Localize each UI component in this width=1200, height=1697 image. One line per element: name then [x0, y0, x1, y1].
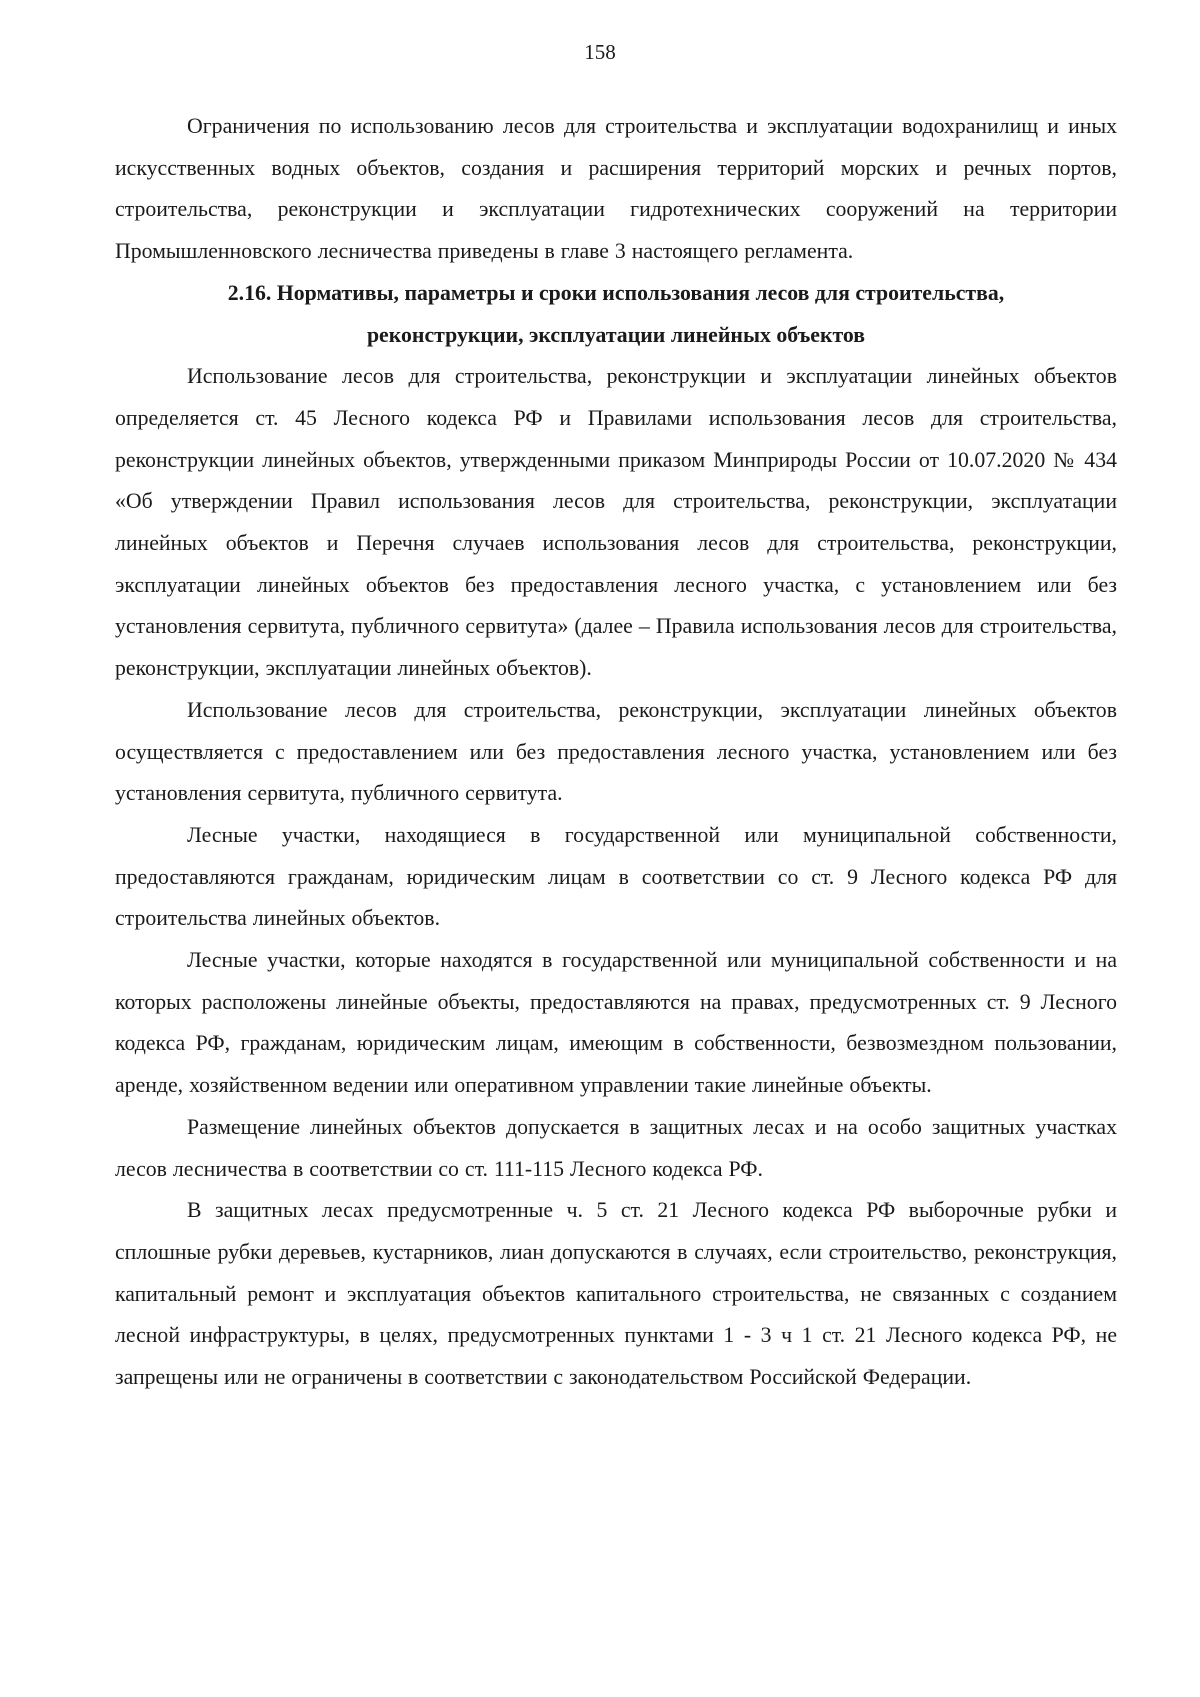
paragraph-plots-with-objects: Лесные участки, которые находятся в государственной или муниципальной собственности и на которых расположены линейные объекты, предоставляются на правах, предусмотренных ст. 9 Лесного кодекса РФ, гражданам, юридическим лицам, имеющим в собственности, безвозмездном пользовании, аренде, хозяйственном ведении или оперативном управлении такие линейные объекты. [115, 948, 1117, 1098]
paragraph-use-with-plot: Использование лесов для строительства, реконструкции, эксплуатации линейных объектов осуществляется с предоставлением или без предоставления лесного участка, установлением или без установления сервитута, публичного сервитута. [115, 697, 1117, 806]
paragraph-felling: В защитных лесах предусмотренные ч. 5 ст. 21 Лесного кодекса РФ выборочные рубки и сплошные рубки деревьев, кустарников, лиан допускаются в случаях, если строительство, реконструкция, капитальный ремонт и эксплуатация объектов капитального строительства, не связанных с созданием лесной инфраструктуры, в целях, предусмотренных пунктами 1 - 3 ч 1 ст. 21 Лесного кодекса РФ, не запрещены или не ограничены в соответствии с законодательством Российской Федерации. [115, 1198, 1117, 1390]
page-body [115, 106, 1117, 1399]
paragraph-plots-provision: Лесные участки, находящиеся в государственной или муниципальной собственности, предоставляются гражданам, юридическим лицам в соответствии со ст. 9 Лесного кодекса РФ для строительства линейных объектов. [115, 822, 1117, 931]
paragraph-protective-forests: Размещение линейных объектов допускается в защитных лесах и на особо защитных участках лесов лесничества в соответствии со ст. 111-115 Лесного кодекса РФ. [115, 1114, 1117, 1181]
section-heading: 2.16. Нормативы, параметры и сроки использования лесов для строительства, реконструкции, эксплуатации линейных объектов [227, 280, 1005, 347]
paragraph-linear-objects-use: Использование лесов для строительства, реконструкции и эксплуатации линейных объектов определяется ст. 45 Лесного кодекса РФ и Правилами использования лесов для строительства, реконструкции линейных объектов, утвержденными приказом Минприроды России от 10.07.2020 № 434 «Об утверждении Правил использования лесов для строительства, реконструкции, эксплуатации линейных объектов и Перечня случаев использования лесов для строительства, реконструкции, эксплуатации линейных объектов без предоставления лесного участка, с установлением или без установления сервитута, публичного сервитута» (далее – Правила использования лесов для строительства, реконструкции, эксплуатации линейных объектов). [115, 364, 1117, 681]
page-number: 158 [584, 40, 616, 64]
paragraph-restrictions: Ограничения по использованию лесов для строительства и эксплуатации водохранилищ и иных искусственных водных объектов, создания и расширения территорий морских и речных портов, строительства, реконструкции и эксплуатации гидротехнических сооружений на территории Промышленновского лесничества приведены в главе 3 настоящего регламента. [115, 114, 1117, 264]
